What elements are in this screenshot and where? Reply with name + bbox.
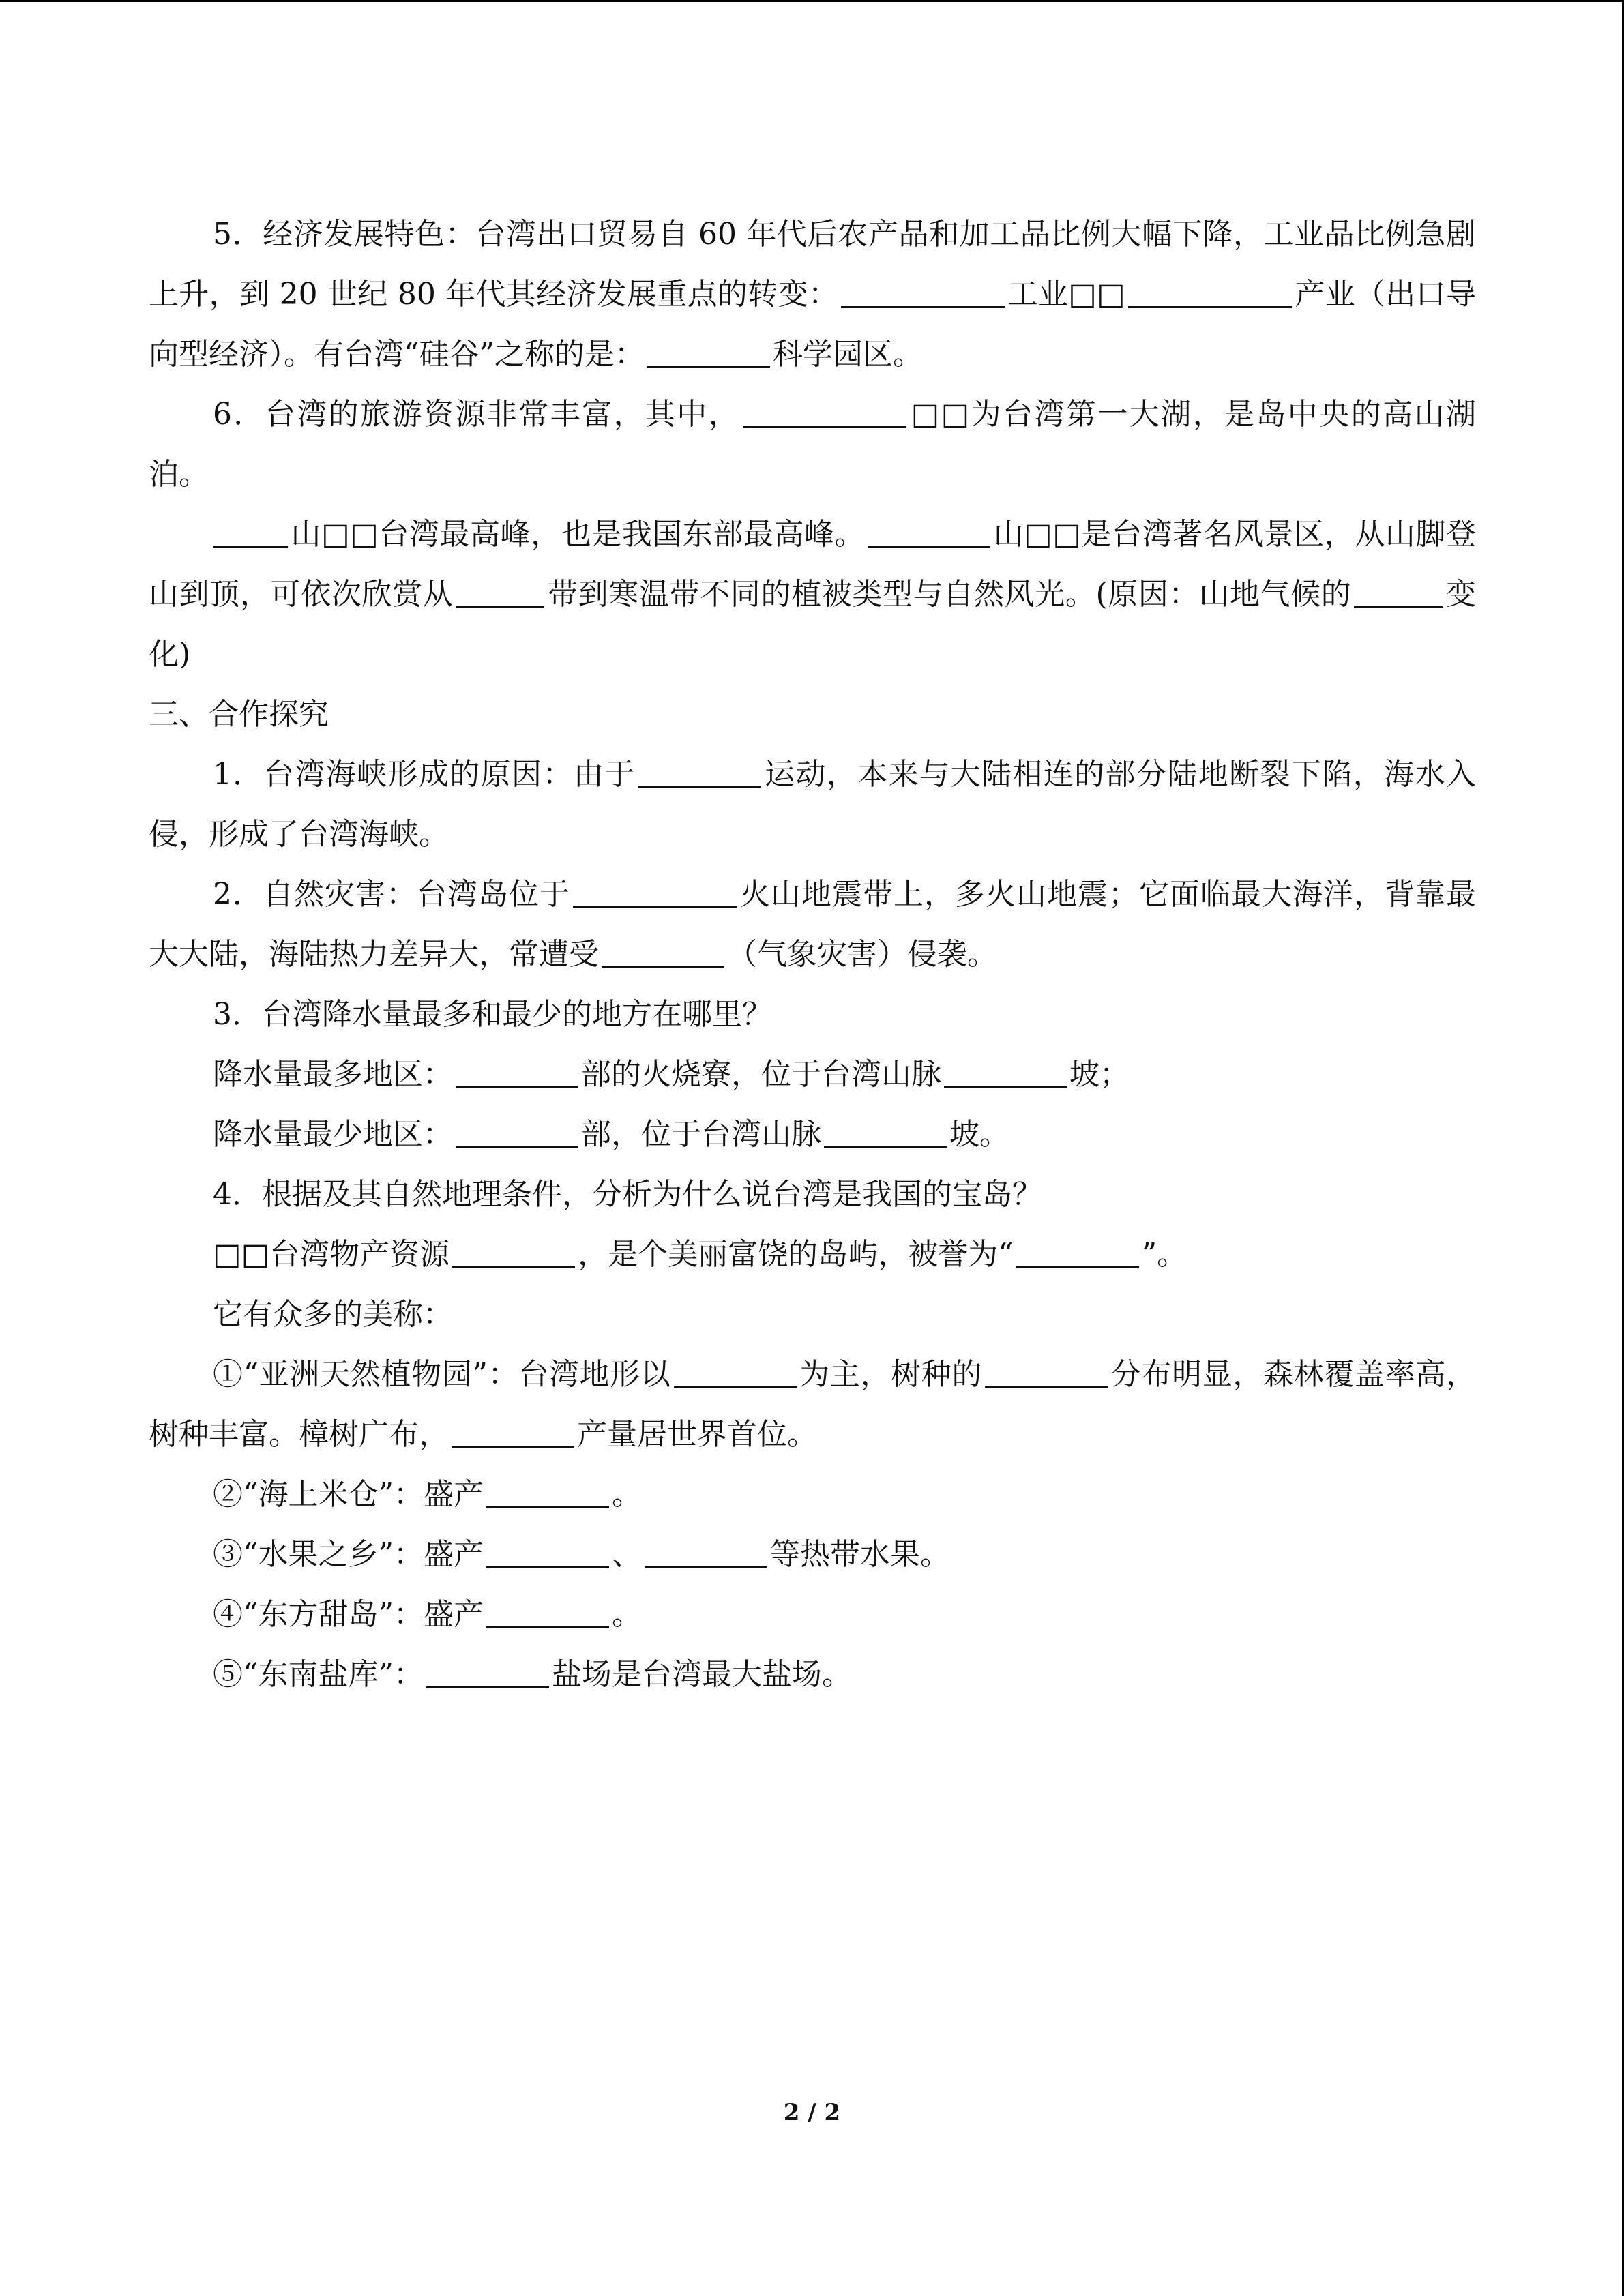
blank [1128,279,1292,308]
text: ①“亚洲天然植物园”：台湾地形以 [213,1357,671,1392]
text: 山□□台湾最高峰，也是我国东部最高峰。 [291,517,866,552]
text: 科学园区。 [773,337,923,372]
page-number: 2 / 2 [783,2099,841,2126]
text: 部，位于台湾山脉 [581,1117,821,1152]
question-3-least [149,1105,1476,1165]
text: ④“东方甜岛”：盛产 [213,1597,484,1632]
blank [456,1059,578,1088]
paragraph-economy [149,205,1476,385]
blank [486,1539,609,1568]
text: 降水量最少地区： [213,1117,453,1152]
question-4-answer [149,1225,1476,1285]
text: 带到寒温带不同的植被类型与自然风光。(原因：山地气候的 [547,577,1352,612]
text: 部的火烧寮，位于台湾山脉 [581,1057,941,1092]
blank [868,519,990,548]
text: □□为台湾第一大湖，是岛中央的高山湖泊。 [149,397,1476,492]
blank [647,339,770,368]
text: 1．台湾海峡形成的原因：由于 [213,757,636,792]
text: 、 [612,1537,642,1572]
text: 三、合作探究 [149,697,329,732]
blank [645,1539,767,1568]
blank [743,399,906,428]
nickname-5 [149,1645,1476,1705]
blank [944,1059,1067,1088]
text: 火山地震带上，多火山地震；它面临最大海洋，背靠最大大陆，海陆热力差异大，常遭受 [149,877,1476,972]
text: 。 [612,1597,642,1632]
text: 降水量最多地区： [213,1057,453,1092]
blank [456,579,544,608]
text: 运动，本来与大陆相连的部分陆地断裂下陷，海水入侵，形成了台湾海峡。 [149,757,1476,852]
text: □□台湾物产资源 [213,1237,450,1272]
text: 6．台湾的旅游资源非常丰富，其中， [213,397,741,432]
question-4-names [149,1285,1476,1345]
text: 山□□是台湾著名风景区，从山脚登山到顶，可依次欣赏从 [149,517,1476,612]
blank [486,1479,609,1508]
blank [456,1119,578,1148]
question-2 [149,865,1476,985]
blank [1016,1239,1139,1268]
blank [638,759,761,788]
question-1 [149,745,1476,865]
blank [824,1119,947,1148]
question-3 [149,985,1476,1045]
blank [841,279,1005,308]
nickname-2 [149,1465,1476,1525]
text: ⑤“东南盐库”： [213,1657,424,1692]
text: 5．经济发展特色：台湾出口贸易自 60 年代后农产品和加工品比例大幅下降，工业品比例急剧上升，到 20 世纪 80 年代其经济发展重点的转变： [149,217,1476,312]
blank [985,1359,1108,1388]
text: ③“水果之乡”：盛产 [213,1537,484,1572]
blank [1354,579,1443,608]
nickname-1 [149,1345,1476,1465]
paragraph-tourism [149,385,1476,505]
nickname-4 [149,1585,1476,1645]
blank [213,519,288,548]
text: 3．台湾降水量最多和最少的地方在哪里？ [213,997,772,1032]
text: 。 [612,1477,642,1512]
blank [426,1659,549,1688]
text: 坡。 [949,1117,1009,1152]
blank [452,1419,574,1448]
section-heading [149,685,1476,745]
document-body [149,205,1476,1705]
blank [674,1359,797,1388]
text: 分布明显，森林覆盖率高，树种丰富。樟树广布， [149,1357,1477,1452]
text: 4．根据及其自然地理条件，分析为什么说台湾是我国的宝岛？ [213,1177,1042,1212]
text: 它有众多的美称： [213,1297,453,1332]
question-4 [149,1165,1476,1225]
text: 2．自然灾害：台湾岛位于 [213,877,570,912]
blank [602,939,724,968]
text: 坡； [1069,1057,1130,1092]
text: ，是个美丽富饶的岛屿，被誉为“ [578,1237,1014,1272]
text: ②“海上米仓”：盛产 [213,1477,484,1512]
text: 为主，树种的 [799,1357,983,1392]
paragraph-mountains [149,505,1476,685]
text: ”。 [1141,1237,1187,1272]
text: 工业□□ [1007,277,1126,312]
text: 变化) [149,577,1477,672]
blank [486,1599,609,1628]
text: 产业（出口导向型经济）。有台湾“硅谷”之称的是： [149,277,1477,372]
text: （气象灾害）侵袭。 [727,937,997,972]
text: 盐场是台湾最大盐场。 [552,1657,852,1692]
text: 等热带水果。 [770,1537,950,1572]
question-3-most [149,1045,1476,1105]
blank [573,879,737,908]
nickname-3 [149,1525,1476,1585]
blank [452,1239,575,1268]
text: 产量居世界首位。 [577,1417,817,1452]
